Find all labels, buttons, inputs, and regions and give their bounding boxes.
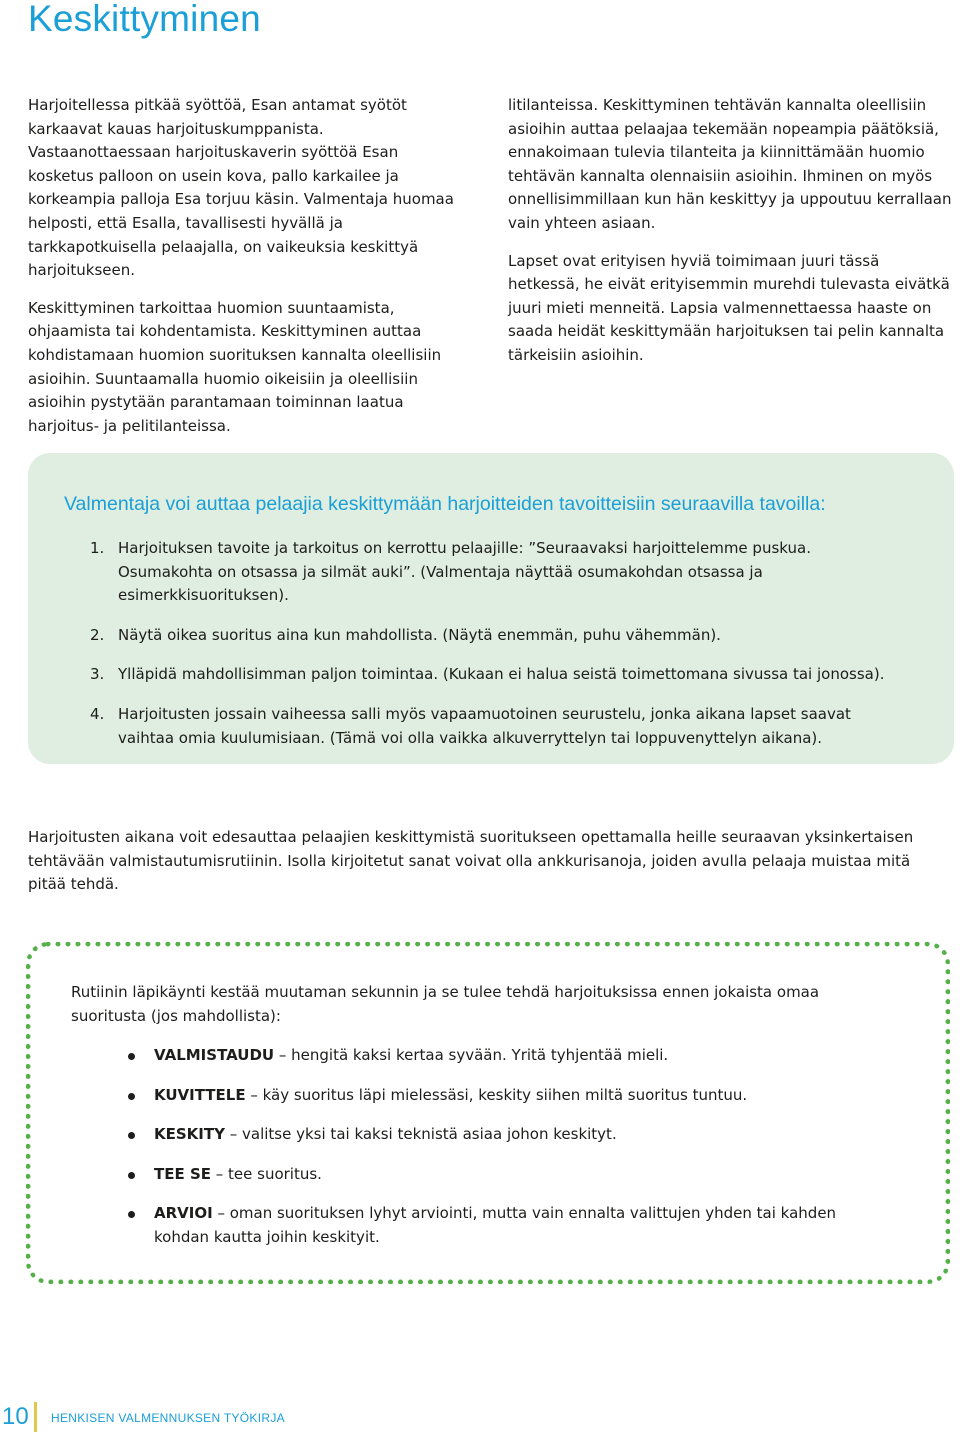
routine-step-text: – oman suorituksen lyhyt arviointi, mutta vain ennalta valittujen yhden tai kahden kohdan kautta joihin keskityit.: [154, 1204, 837, 1246]
bullet-icon: [128, 1093, 135, 1100]
right-paragraph-2: Lapset ovat erityisen hyviä toimimaan juuri tässä hetkessä, he eivät erityisemmin murehdi tulevasta eivätkä juuri mieti menneitä. Lapsia valmennettaessa haaste on saada heidät keskittymään harjoituksen tai pelin kannalta tärkeisiin asioihin.: [508, 251, 950, 364]
routine-keyword: ARVIOI: [154, 1204, 213, 1223]
left-paragraph-2: Keskittyminen tarkoittaa huomion suuntaamista, ohjaamista tai kohdentamista. Keskittyminen auttaa kohdistamaan huomion suorituksen kannalta oleellisiin asioihin. Suuntaamalla huomio oikeisiin ja oleellisiin asioihin pystytään parantamaan toiminnan laatua harjoitus- ja pelitilanteissa.: [28, 298, 442, 435]
coaching-tips-box: [28, 453, 954, 764]
routine-keyword: VALMISTAUDU: [154, 1046, 275, 1064]
list-item: [91, 1044, 891, 1068]
list-item: [91, 1084, 891, 1108]
page-number: 10: [2, 1403, 29, 1430]
coaching-tips-heading: Valmentaja voi auttaa pelaajia keskittymään harjoitteiden tavoitteisiin seuraavilla tavoilla:: [64, 493, 826, 515]
list-item-number: 1.: [90, 539, 105, 557]
list-item-text: Näytä oikea suoritus aina kun mahdollista. (Näytä enemmän, puhu vähemmän).: [118, 625, 721, 644]
routine-step-text: – tee suoritus.: [211, 1164, 322, 1183]
routine-box: [26, 942, 950, 1284]
list-item-number: 4.: [90, 704, 105, 723]
left-column: [28, 94, 468, 452]
bullet-icon: [128, 1132, 135, 1139]
list-item: [90, 703, 910, 750]
left-paragraph-1: Harjoitellessa pitkää syöttöä, Esan antamat syötöt karkaavat kauas harjoituskumppanista. Vastaanottaessaan harjoituskaverin syöttöä Esan kosketus palloon on usein kova, pallo karkailee ja korkeampia palloja Esa torjuu käsin. Valmentaja huomaa helposti, että Esalla, tavallisesti hyvällä ja tarkkapotkuisella pelaajalla, on vaikeuksia keskittyä harjoitukseen.: [28, 96, 454, 280]
routine-step-text: – valitse yksi tai kaksi teknistä asiaa johon keskityt.: [224, 1125, 617, 1144]
list-item-text: Ylläpidä mahdollisimman paljon toimintaa. (Kukaan ei halua seistä toimettomana sivussa tai jonossa).: [118, 665, 885, 684]
right-paragraph-1: litilanteissa. Keskittyminen tehtävän kannalta oleellisiin asioihin auttaa pelaajaa tekemään nopeampia päätöksiä, ennakoimaan tulevia tilanteita ja kiinnittämään huomio tehtävän kannalta olennaisiin asioihin. Ihminen on myös onnellisimmillaan kun hän keskittyy ja uppoutuu kerrallaan vain yhteen asiaan.: [508, 96, 952, 232]
list-item: [91, 1163, 891, 1187]
routine-keyword: KUVITTELE: [154, 1085, 246, 1104]
page-title: Keskittyminen: [28, 0, 261, 39]
bullet-icon: [128, 1053, 135, 1060]
list-item: [90, 537, 910, 608]
coaching-tips-list: [90, 537, 910, 766]
right-column: [508, 94, 953, 382]
bullet-icon: [128, 1172, 135, 1179]
list-item-number: 3.: [90, 665, 105, 684]
list-item: [91, 1202, 891, 1249]
bullet-icon: [128, 1211, 135, 1218]
list-item-number: 2.: [90, 625, 105, 644]
list-item: [90, 663, 910, 687]
routine-steps-list: [91, 1044, 891, 1266]
publication-title: HENKISEN VALMENNUKSEN TYÖKIRJA: [51, 1411, 285, 1425]
routine-box-intro: Rutiinin läpikäynti kestää muutaman sekunnin ja se tulee tehdä harjoituksissa ennen jokaista omaa suoritusta (jos mahdollista):: [71, 983, 820, 1025]
list-item: [91, 1123, 891, 1147]
footer-divider: [34, 1402, 37, 1432]
routine-keyword: TEE SE: [154, 1164, 211, 1183]
routine-step-text: – hengitä kaksi kertaa syvään. Yritä tyhjentää mieli.: [274, 1046, 669, 1064]
routine-keyword: KESKITY: [154, 1125, 225, 1144]
page-footer: [0, 1398, 600, 1438]
routine-intro-paragraph: Harjoitusten aikana voit edesauttaa pelaajien keskittymistä suoritukseen opettamalla heille seuraavan yksinkertaisen tehtävään valmistautumisrutiinin. Isolla kirjoitetut sanat voivat olla ankkurisanoja, joiden avulla pelaaja muistaa mitä pitää tehdä.: [28, 828, 914, 894]
list-item-text: Harjoituksen tavoite ja tarkoitus on kerrottu pelaajille: ”Seuraavaksi harjoittelemme puskua. Osumakohta on otsassa ja silmät auki”. (Valmentaja näyttää osumakohdan otsassa ja esimerkkisuorituksen).: [118, 539, 811, 605]
list-item-text: Harjoitusten jossain vaiheessa salli myös vapaamuotoinen seurustelu, jonka aikana lapset saavat vaihtaa omia kuulumisiaan. (Tämä voi olla vaikka alkuverryttelyn tai loppuvenyttelyn aikana).: [118, 704, 851, 747]
routine-step-text: – käy suoritus läpi mielessäsi, keskity siihen miltä suoritus tuntuu.: [245, 1085, 748, 1104]
list-item: [90, 624, 910, 648]
